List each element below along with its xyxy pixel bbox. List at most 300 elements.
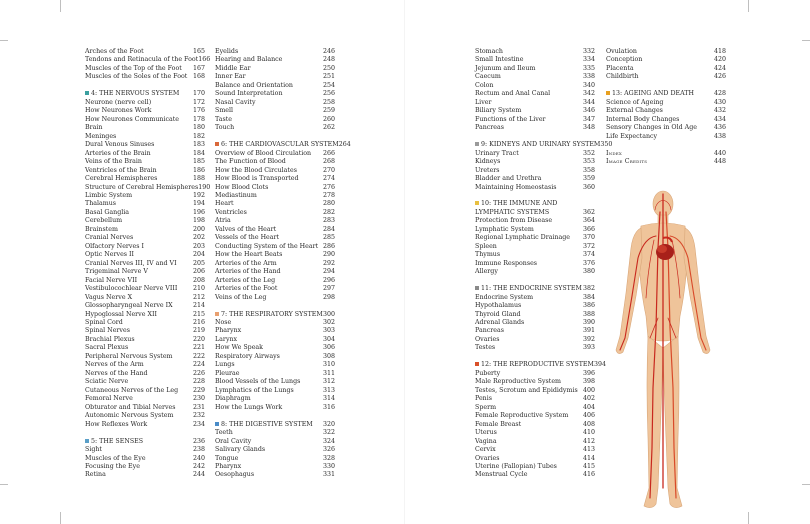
toc-section-heading[interactable] [475, 200, 595, 217]
toc-entry[interactable] [475, 243, 595, 251]
toc-entry[interactable] [215, 167, 335, 175]
toc-entry[interactable] [85, 311, 205, 319]
toc-entry[interactable] [475, 150, 595, 158]
toc-entry[interactable] [215, 150, 335, 158]
toc-entry[interactable] [85, 48, 205, 56]
toc-section-heading[interactable] [606, 90, 726, 98]
toc-entry[interactable] [606, 48, 726, 56]
toc-entry-title: Female Reproductive System [475, 412, 569, 420]
toc-entry[interactable] [475, 404, 595, 412]
toc-entry[interactable] [606, 56, 726, 64]
toc-entry[interactable] [215, 48, 335, 56]
toc-page-number: 290 [322, 251, 335, 259]
toc-page-number: 322 [322, 429, 335, 437]
toc-entry[interactable] [215, 192, 335, 200]
toc-entry[interactable] [85, 302, 205, 310]
toc-page-number: 402 [582, 395, 595, 403]
toc-entry[interactable] [475, 82, 595, 90]
toc-entry[interactable] [475, 226, 595, 234]
toc-entry[interactable] [475, 56, 595, 64]
toc-entry[interactable] [475, 268, 595, 276]
toc-entry-title: Veins of the Leg [215, 293, 267, 301]
toc-entry[interactable] [606, 99, 726, 107]
toc-entry[interactable] [215, 124, 335, 132]
toc-section-heading[interactable] [475, 285, 595, 293]
toc-page-number: 190 [198, 183, 211, 191]
toc-entry[interactable] [85, 294, 205, 302]
toc-entry[interactable] [475, 463, 595, 471]
toc-entry[interactable] [85, 327, 205, 335]
toc-page-number: 220 [192, 335, 205, 343]
crop-mark [0, 484, 8, 485]
toc-entry[interactable] [606, 133, 726, 141]
toc-entry-title: 12: THE REPRODUCTIVE SYSTEM [475, 361, 594, 369]
toc-section-heading[interactable] [85, 438, 205, 446]
toc-entry[interactable] [85, 209, 205, 217]
toc-entry[interactable] [215, 446, 335, 454]
toc-entry-title: Brachial Plexus [85, 335, 135, 343]
toc-entry[interactable] [215, 471, 335, 479]
toc-page-number: 393 [582, 344, 595, 352]
toc-spacer [85, 429, 205, 437]
toc-entry-title: Protection from Disease [475, 217, 553, 225]
toc-entry-title: Life Expectancy [606, 132, 658, 140]
toc-page-number: 316 [322, 403, 335, 411]
toc-entry[interactable] [85, 455, 205, 463]
toc-entry[interactable] [475, 302, 595, 310]
toc-entry-title: Larynx [215, 335, 238, 343]
toc-entry-title: Brainstem [85, 225, 118, 233]
toc-entry-title: Arteries of the Leg [215, 276, 276, 284]
toc-entry[interactable] [215, 378, 335, 386]
toc-entry[interactable] [606, 73, 726, 81]
toc-entry-title: Penis [475, 395, 492, 403]
toc-entry[interactable] [215, 107, 335, 115]
toc-entry[interactable] [215, 361, 335, 369]
toc-entry[interactable] [85, 167, 205, 175]
toc-page-number: 226 [192, 369, 205, 377]
toc-entry[interactable] [85, 141, 205, 149]
toc-entry[interactable] [475, 260, 595, 268]
toc-page-number: 436 [713, 124, 726, 132]
toc-page-number: 292 [322, 259, 335, 267]
toc-entry-title: Retina [85, 471, 106, 479]
toc-page-number: 178 [192, 115, 205, 123]
toc-entry[interactable] [475, 217, 595, 225]
toc-entry[interactable] [606, 116, 726, 124]
toc-entry-title: Vagus Nerve X [85, 293, 133, 301]
toc-section-heading[interactable] [85, 90, 205, 98]
toc-page-number: 432 [713, 107, 726, 115]
toc-entry[interactable] [606, 158, 726, 166]
toc-page-number: 219 [192, 327, 205, 335]
toc-entry[interactable] [215, 90, 335, 98]
toc-entry-title: How the Lungs Work [215, 403, 283, 411]
toc-entry[interactable] [215, 277, 335, 285]
toc-entry[interactable] [475, 421, 595, 429]
toc-entry[interactable] [85, 150, 205, 158]
toc-page-number: 222 [192, 352, 205, 360]
toc-entry[interactable] [215, 73, 335, 81]
toc-entry[interactable] [215, 327, 335, 335]
toc-entry-title: Pancreas [475, 327, 505, 335]
toc-entry-title: Sperm [475, 403, 497, 411]
toc-entry[interactable] [606, 124, 726, 132]
toc-page-number: 376 [582, 259, 595, 267]
toc-entry[interactable] [85, 133, 205, 141]
toc-entry-title: How Blood is Transported [215, 175, 299, 183]
toc-entry[interactable] [85, 404, 205, 412]
toc-page-number: 256 [322, 90, 335, 98]
toc-page-number: 388 [582, 310, 595, 318]
toc-page-number: 418 [713, 48, 726, 55]
toc-entry[interactable] [475, 184, 595, 192]
toc-page-number: 202 [192, 234, 205, 242]
toc-entry[interactable] [215, 209, 335, 217]
toc-entry[interactable] [85, 378, 205, 386]
toc-entry[interactable] [606, 107, 726, 115]
toc-page-number: 303 [322, 327, 335, 335]
toc-entry[interactable] [85, 192, 205, 200]
toc-entry-title: Cranial Nerves III, IV and VI [85, 259, 177, 267]
toc-entry[interactable] [475, 73, 595, 81]
toc-page-number: 210 [192, 285, 205, 293]
toc-entry-title: Rectum and Anal Canal [475, 90, 551, 98]
toc-spacer [606, 141, 726, 149]
toc-entry[interactable] [475, 395, 595, 403]
toc-page-number: 311 [322, 369, 335, 377]
toc-entry[interactable] [215, 429, 335, 437]
toc-entry[interactable] [85, 56, 211, 64]
toc-entry[interactable] [475, 412, 595, 420]
toc-entry[interactable] [215, 455, 335, 463]
toc-entry-title: Sacral Plexus [85, 344, 129, 352]
toc-page-number: 188 [192, 175, 205, 183]
toc-entry[interactable] [475, 387, 595, 395]
toc-page-number: 180 [192, 124, 205, 132]
toc-page-number: 302 [322, 319, 335, 326]
toc-entry[interactable] [215, 184, 335, 192]
toc-page-number: 328 [322, 454, 335, 462]
toc-entry[interactable] [475, 370, 595, 378]
toc-entry[interactable] [85, 268, 205, 276]
toc-entry[interactable] [215, 200, 335, 208]
toc-entry-title: 10: THE IMMUNE AND LYMPHATIC SYSTEMS [475, 200, 583, 217]
toc-entry[interactable] [85, 116, 205, 124]
toc-page-number: 428 [713, 90, 726, 98]
toc-entry[interactable] [215, 234, 335, 242]
toc-entry-title: Middle Ear [215, 64, 251, 72]
toc-entry-title: 13: AGEING AND DEATH [606, 90, 694, 98]
toc-page-number: 250 [322, 64, 335, 72]
toc-entry[interactable] [215, 438, 335, 446]
toc-page-number: 204 [192, 251, 205, 259]
toc-entry[interactable] [475, 175, 595, 183]
toc-page-number: 183 [192, 141, 205, 149]
toc-entry-title: 5: THE SENSES [85, 438, 143, 446]
toc-entry[interactable] [215, 294, 335, 302]
toc-entry[interactable] [85, 361, 205, 369]
toc-page-number: 332 [582, 48, 595, 55]
toc-entry-title: Blood Vessels of the Lungs [215, 378, 301, 386]
toc-entry[interactable] [85, 73, 205, 81]
toc-entry-title: Conception [606, 56, 643, 64]
toc-entry-title: Arteries of the Hand [215, 268, 281, 276]
toc-entry[interactable] [475, 455, 595, 463]
toc-page-number: 286 [322, 242, 335, 250]
toc-entry[interactable] [215, 251, 335, 259]
toc-page-number: 240 [192, 454, 205, 462]
toc-entry[interactable] [475, 429, 595, 437]
toc-entry[interactable] [85, 446, 205, 454]
toc-page-number: 184 [192, 149, 205, 157]
toc-entry-title: Adrenal Glands [475, 319, 525, 326]
toc-entry[interactable] [475, 438, 595, 446]
toc-entry[interactable] [215, 226, 335, 234]
toc-page-number: 370 [582, 234, 595, 242]
toc-entry[interactable] [85, 65, 205, 73]
toc-page-number: 412 [582, 437, 595, 445]
toc-entry-title: Pharynx [215, 327, 242, 335]
toc-entry[interactable] [85, 277, 205, 285]
toc-entry[interactable] [475, 311, 595, 319]
toc-entry[interactable] [475, 471, 595, 479]
toc-page-number: 406 [582, 412, 595, 420]
toc-entry-title: Hypothalamus [475, 302, 522, 310]
toc-entry-title: 8: THE DIGESTIVE SYSTEM [215, 421, 313, 429]
toc-entry-title: Caecum [475, 73, 501, 81]
toc-page-number: 306 [322, 344, 335, 352]
toc-entry[interactable] [215, 158, 335, 166]
toc-entry[interactable] [85, 183, 211, 192]
toc-entry[interactable] [215, 370, 335, 378]
toc-column-3 [475, 48, 613, 480]
toc-entry[interactable] [85, 200, 205, 208]
toc-entry[interactable] [85, 344, 205, 352]
toc-column-4 [606, 48, 726, 167]
toc-entry-title: Kidneys [475, 158, 501, 166]
toc-page-number: 254 [322, 81, 335, 89]
toc-entry-title: Functions of the Liver [475, 115, 546, 123]
toc-entry-title: Arteries of the Foot [215, 285, 278, 293]
toc-page-number: 242 [192, 462, 205, 470]
toc-spacer [85, 82, 205, 90]
toc-entry[interactable] [475, 116, 595, 124]
toc-entry[interactable] [85, 471, 205, 479]
crop-mark [60, 0, 61, 12]
toc-entry[interactable] [85, 463, 205, 471]
toc-entry-title: Spleen [475, 242, 497, 250]
toc-entry-title: Tendons and Retinacula of the Foot [85, 56, 199, 64]
toc-section-heading[interactable] [475, 361, 606, 369]
toc-entry[interactable] [606, 65, 726, 73]
toc-entry-title: Spinal Nerves [85, 327, 130, 335]
toc-entry[interactable] [215, 353, 335, 361]
toc-entry[interactable] [215, 65, 335, 73]
toc-entry[interactable] [475, 294, 595, 302]
toc-column-1 [85, 48, 211, 480]
toc-page-number: 221 [192, 344, 205, 352]
toc-page-number: 248 [322, 56, 335, 64]
toc-entry-title: Tongue [215, 454, 239, 462]
toc-page-number: 438 [713, 132, 726, 140]
toc-page-number: 185 [192, 158, 205, 166]
toc-entry-title: Neurone (nerve cell) [85, 98, 152, 106]
toc-entry-title: How Neurones Work [85, 107, 152, 115]
toc-entry-title: Male Reproductive System [475, 378, 562, 386]
toc-page-number: 420 [713, 56, 726, 64]
toc-page-number: 260 [322, 115, 335, 123]
toc-page-number: 238 [192, 446, 205, 454]
toc-page-number: 258 [322, 98, 335, 106]
toc-entry-title: How the Heart Beats [215, 251, 283, 259]
toc-entry[interactable] [475, 336, 595, 344]
toc-page-number: 216 [192, 319, 205, 326]
toc-entry[interactable] [85, 158, 205, 166]
toc-entry-title: Muscles of the Eye [85, 454, 146, 462]
toc-entry-title: Autonomic Nervous System [85, 412, 174, 420]
toc-page-number: 400 [582, 386, 595, 394]
toc-entry-title: Sciatic Nerve [85, 378, 129, 386]
toc-page-number: 251 [322, 73, 335, 81]
toc-entry-title: How Neurones Communicate [85, 115, 179, 123]
toc-section-heading[interactable] [215, 141, 351, 149]
toc-entry[interactable] [85, 421, 205, 429]
toc-entry[interactable] [215, 175, 335, 183]
toc-section-heading[interactable] [215, 311, 335, 319]
toc-page-number: 246 [322, 48, 335, 55]
toc-entry[interactable] [85, 260, 205, 268]
toc-page-number: 172 [192, 98, 205, 106]
toc-entry[interactable] [215, 463, 335, 471]
toc-entry-title: Uterus [475, 429, 497, 437]
toc-entry-title: Vessels of the Heart [215, 234, 280, 242]
toc-entry[interactable] [475, 446, 595, 454]
toc-entry[interactable] [215, 404, 335, 412]
toc-entry-title: Index [606, 149, 622, 157]
toc-entry-title: Arteries of the Arm [215, 259, 277, 267]
toc-entry[interactable] [475, 344, 595, 352]
toc-entry[interactable] [85, 226, 205, 234]
toc-entry[interactable] [215, 56, 335, 64]
toc-entry[interactable] [85, 412, 205, 420]
toc-entry-title: Small Intestine [475, 56, 524, 64]
toc-entry[interactable] [475, 65, 595, 73]
toc-page-number: 297 [322, 285, 335, 293]
toc-entry-title: Taste [215, 115, 232, 123]
toc-spacer [606, 82, 726, 90]
toc-entry-title: Femoral Nerve [85, 395, 133, 403]
crop-mark [802, 40, 810, 41]
toc-entry[interactable] [85, 234, 205, 242]
toc-page-number: 314 [322, 395, 335, 403]
toc-page-number: 392 [582, 335, 595, 343]
toc-entry[interactable] [85, 285, 205, 293]
toc-section-heading[interactable] [475, 141, 613, 149]
toc-entry[interactable] [475, 124, 595, 132]
toc-entry[interactable] [606, 150, 726, 158]
crop-mark [748, 0, 749, 12]
toc-page-number: 398 [582, 378, 595, 386]
toc-entry[interactable] [215, 268, 335, 276]
toc-entry-title: External Changes [606, 107, 663, 115]
toc-page-number: 404 [582, 403, 595, 411]
toc-entry[interactable] [475, 167, 595, 175]
toc-page-number: 262 [322, 124, 335, 132]
toc-page-number: 347 [582, 115, 595, 123]
toc-entry[interactable] [85, 387, 205, 395]
toc-entry-title: Diaphragm [215, 395, 251, 403]
toc-entry[interactable] [475, 319, 595, 327]
toc-entry[interactable] [85, 336, 205, 344]
toc-entry[interactable] [215, 395, 335, 403]
toc-entry-title: Arches of the Foot [85, 48, 144, 55]
toc-entry[interactable] [85, 395, 205, 403]
toc-entry[interactable] [475, 327, 595, 335]
toc-page-number: 266 [322, 149, 335, 157]
toc-entry[interactable] [215, 285, 335, 293]
toc-page-number: 198 [192, 217, 205, 225]
toc-entry[interactable] [475, 99, 595, 107]
toc-entry-title: 7: THE RESPIRATORY SYSTEM [215, 311, 323, 319]
toc-entry[interactable] [85, 353, 205, 361]
toc-entry[interactable] [215, 99, 335, 107]
toc-entry[interactable] [215, 319, 335, 327]
toc-page-number: 342 [582, 90, 595, 98]
toc-entry[interactable] [85, 217, 205, 225]
toc-entry[interactable] [475, 90, 595, 98]
toc-entry[interactable] [475, 107, 595, 115]
toc-entry-title: Inner Ear [215, 73, 246, 81]
toc-entry[interactable] [215, 336, 335, 344]
toc-entry[interactable] [215, 387, 335, 395]
toc-entry[interactable] [475, 251, 595, 259]
toc-entry-title: 6: THE CARDIOVASCULAR SYSTEM [215, 141, 339, 149]
toc-entry[interactable] [475, 48, 595, 56]
toc-page-number: 352 [582, 149, 595, 157]
toc-entry[interactable] [85, 107, 205, 115]
toc-entry[interactable] [475, 158, 595, 166]
toc-page-number: 430 [713, 98, 726, 106]
toc-entry-title: Urinary Tract [475, 149, 519, 157]
toc-entry[interactable] [85, 175, 205, 183]
toc-entry[interactable] [85, 243, 205, 251]
toc-entry-title: Cutaneous Nerves of the Leg [85, 386, 179, 394]
toc-entry[interactable] [215, 344, 335, 352]
toc-section-heading[interactable] [215, 421, 335, 429]
toc-entry-title: Mediastinum [215, 191, 257, 199]
toc-page-number: 346 [582, 107, 595, 115]
crop-mark [748, 512, 749, 524]
toc-entry[interactable] [85, 124, 205, 132]
toc-entry-title: Thymus [475, 251, 501, 259]
toc-entry[interactable] [215, 243, 335, 251]
toc-entry[interactable] [475, 378, 595, 386]
toc-entry[interactable] [85, 319, 205, 327]
toc-entry[interactable] [85, 251, 205, 259]
toc-entry[interactable] [475, 234, 595, 242]
toc-entry-title: How Blood Clots [215, 183, 269, 191]
toc-page-number: 166 [198, 56, 211, 64]
toc-entry[interactable] [215, 82, 335, 90]
toc-entry[interactable] [85, 99, 205, 107]
toc-entry-title: Valves of the Heart [215, 225, 277, 233]
toc-entry[interactable] [215, 217, 335, 225]
toc-entry[interactable] [215, 116, 335, 124]
toc-entry[interactable] [85, 370, 205, 378]
toc-entry[interactable] [215, 260, 335, 268]
toc-entry-title: Trigeminal Nerve V [85, 268, 148, 276]
